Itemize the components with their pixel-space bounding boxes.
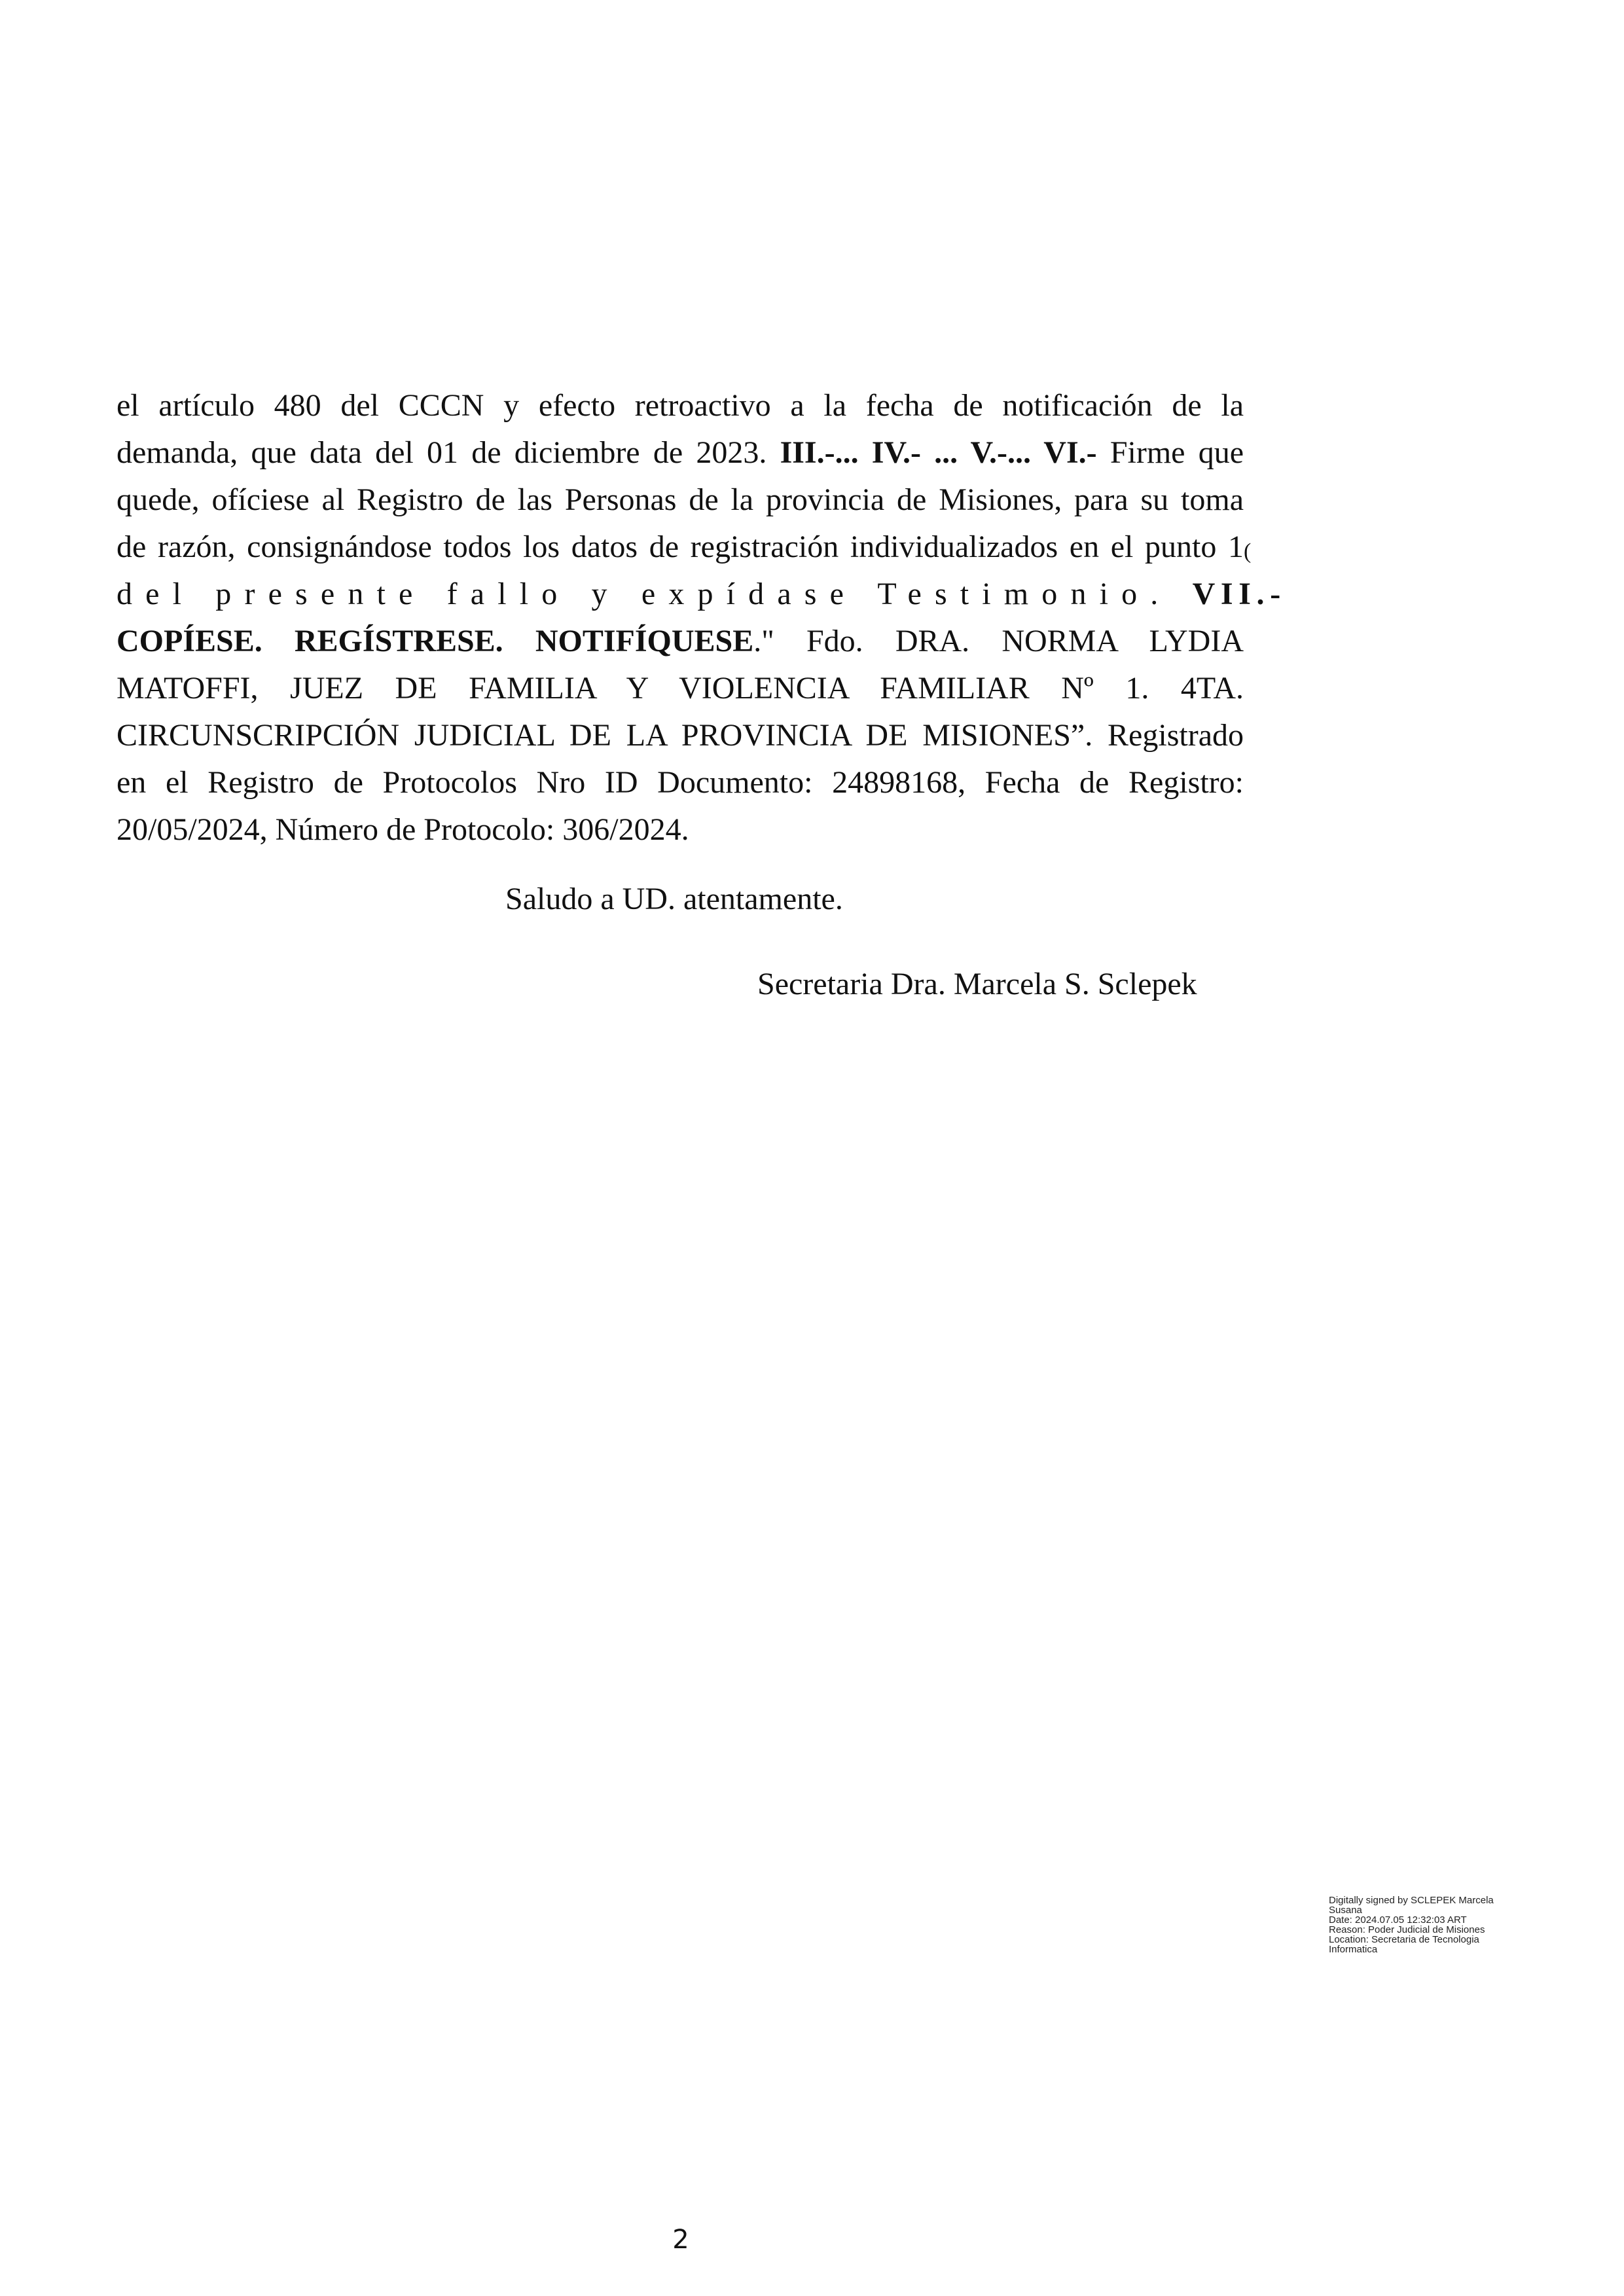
paragraph-line-2 — [117, 433, 1244, 475]
signature-stamp-line: Reason: Poder Judicial de Misiones — [1329, 1924, 1485, 1935]
signature-line: Secretaria Dra. Marcela S. Sclepek — [757, 967, 1197, 1001]
resolution-points-bold: III.-... IV.- ... V.-... VI.- — [780, 435, 1097, 470]
paragraph-line-4 — [117, 528, 1252, 569]
paragraph-line-7 — [117, 669, 1244, 711]
line-text: de razón, consignándose todos los datos de registración individualizados en el punto 1 — [117, 529, 1244, 564]
line-text: Firme que — [1096, 435, 1244, 470]
line-text: ." Fdo. DRA. NORMA LYDIA — [753, 624, 1244, 658]
signature-stamp-line: Digitally signed by SCLEPEK Marcela — [1329, 1895, 1494, 1906]
order-bold: COPÍESE. REGÍSTRESE. NOTIFÍQUESE — [117, 624, 754, 658]
line-text: CIRCUNSCRIPCIÓN JUDICIAL DE LA PROVINCIA DE MISIONES”. Registrado — [117, 718, 1244, 753]
line-text: 20/05/2024, Número de Protocolo: 306/2024. — [117, 812, 689, 847]
paragraph-line-8 — [117, 716, 1244, 758]
paragraph-line-5 — [117, 575, 1286, 617]
paragraph-line-3 — [117, 480, 1244, 522]
signature-stamp-line: Location: Secretaria de Tecnologia — [1329, 1934, 1479, 1945]
footnote-mark: ( — [1244, 539, 1252, 564]
line-text: en el Registro de Protocolos Nro ID Documento: 24898168, Fecha de Registro: — [117, 765, 1244, 800]
line-text: quede, ofíciese al Registro de las Personas de la provincia de Misiones, para su toma — [117, 482, 1244, 517]
paragraph-line-10 — [117, 810, 1244, 852]
signature-stamp-line: Informatica — [1329, 1944, 1378, 1955]
resolution-point-bold: VII.- — [1192, 577, 1286, 611]
signature-stamp-line: Date: 2024.07.05 12:32:03 ART — [1329, 1914, 1467, 1926]
signature-stamp-line: Susana — [1329, 1905, 1362, 1916]
paragraph-line-1 — [117, 386, 1244, 428]
line-text: demanda, que data del 01 de diciembre de 2023. — [117, 435, 780, 470]
paragraph-line-9 — [117, 763, 1244, 805]
paragraph-line-6 — [117, 622, 1244, 664]
page-number: 2 — [672, 2225, 689, 2255]
digital-signature-stamp — [1329, 1895, 1519, 1954]
line-text: del presente fallo y expídase Testimonio. — [117, 577, 1193, 611]
line-text: MATOFFI, JUEZ DE FAMILIA Y VIOLENCIA FAMILIAR Nº 1. 4TA. — [117, 671, 1244, 706]
line-text: el artículo 480 del CCCN y efecto retroactivo a la fecha de notificación de la — [117, 388, 1244, 423]
closing-salutation: Saludo a UD. atentamente. — [505, 882, 843, 916]
